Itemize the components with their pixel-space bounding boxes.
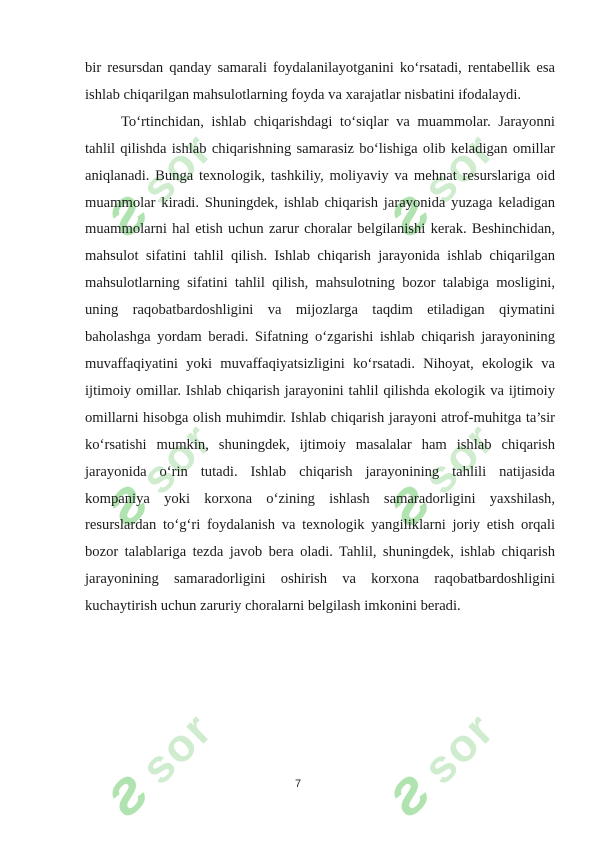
watermark-text: sor — [130, 702, 223, 794]
watermark-text: sor — [130, 412, 223, 504]
watermark-text: sor — [412, 412, 505, 504]
watermark-mark: ƨ — [88, 464, 164, 540]
page-number: 7 — [294, 778, 302, 790]
watermark-logo — [370, 692, 508, 830]
watermark-mark: ƨ — [88, 754, 164, 830]
watermark-mark: ƨ — [370, 464, 446, 540]
paragraph-continued: bir resursdan qanday samarali foydalanilayotganini ko‘rsatadi, rentabellik esa ishlab chiqarilgan mahsulotlarning foyda va xarajatlar nisbatini ifodalaydi. — [85, 60, 555, 103]
watermark-mark: ƨ — [370, 754, 446, 830]
watermark-text: sor — [412, 702, 505, 794]
paragraph-main: To‘rtinchidan, ishlab chiqarishdagi to‘siqlar va muammolar. Jarayonni tahlil qilishda ishlab chiqarishning samarasiz bo‘lishiga olib keladigan omillar aniqlanadi. Bunga texnologik, tashkiliy, moliyaviy va mehnat resurslariga oid muammolar kiradi. Shuningdek, ishlab chiqarish jarayonida yuzaga keladigan muammolarni hal etish uchun zarur choralar belgilanishi kerak. Beshinchidan, mahsulot sifatini tahlil qilish. Ishlab chiqarish jarayonida ishlab chiqarilgan mahsulotlarning sifatini tahlil qilish, mahsulotning bozor talabiga mosligini, uning raqobatbardoshligini va mijozlarga taqdim etiladigan qiymatini baholashga yordam beradi. Sifatning o‘zgarishi ishlab chiqarish jarayonining muvaffaqiyatini yoki muvaffaqiyatsizligini ko‘rsatadi. Nihoyat, ekologik va ijtimoiy omillar. Ishlab chiqarish jarayonini tahlil qilishda ekologik va ijtimoiy omillarni hisobga olish muhimdir. Ishlab chiqarish jarayoni atrof-muhitga ta’sir ko‘rsatishi mumkin, shuningdek, ijtimoiy masalalar ham ishlab chiqarish jarayonida o‘rin tutadi. Ishlab chiqarish jarayonining tahlili natijasida kompaniya yoki korxona o‘zining ishlash samaradorligini yaxshilash, resurslardan to‘g‘ri foydalanish va texnologik yangiliklarni joriy etish orqali bozor talablariga tezda javob bera oladi. Tahlil, shuningdek, ishlab chiqarish jarayonining samaradorligini oshirish va korxona raqobatbardoshligini kuchaytirish uchun zaruriy choralarni belgilash imkonini beradi. — [85, 113, 555, 615]
body-text — [85, 55, 555, 620]
watermark-mark: ƨ — [370, 174, 446, 250]
watermark-text: sor — [412, 122, 505, 214]
watermark-mark: ƨ — [88, 174, 164, 250]
watermark-logo — [88, 692, 226, 830]
watermark-text: sor — [130, 122, 223, 214]
